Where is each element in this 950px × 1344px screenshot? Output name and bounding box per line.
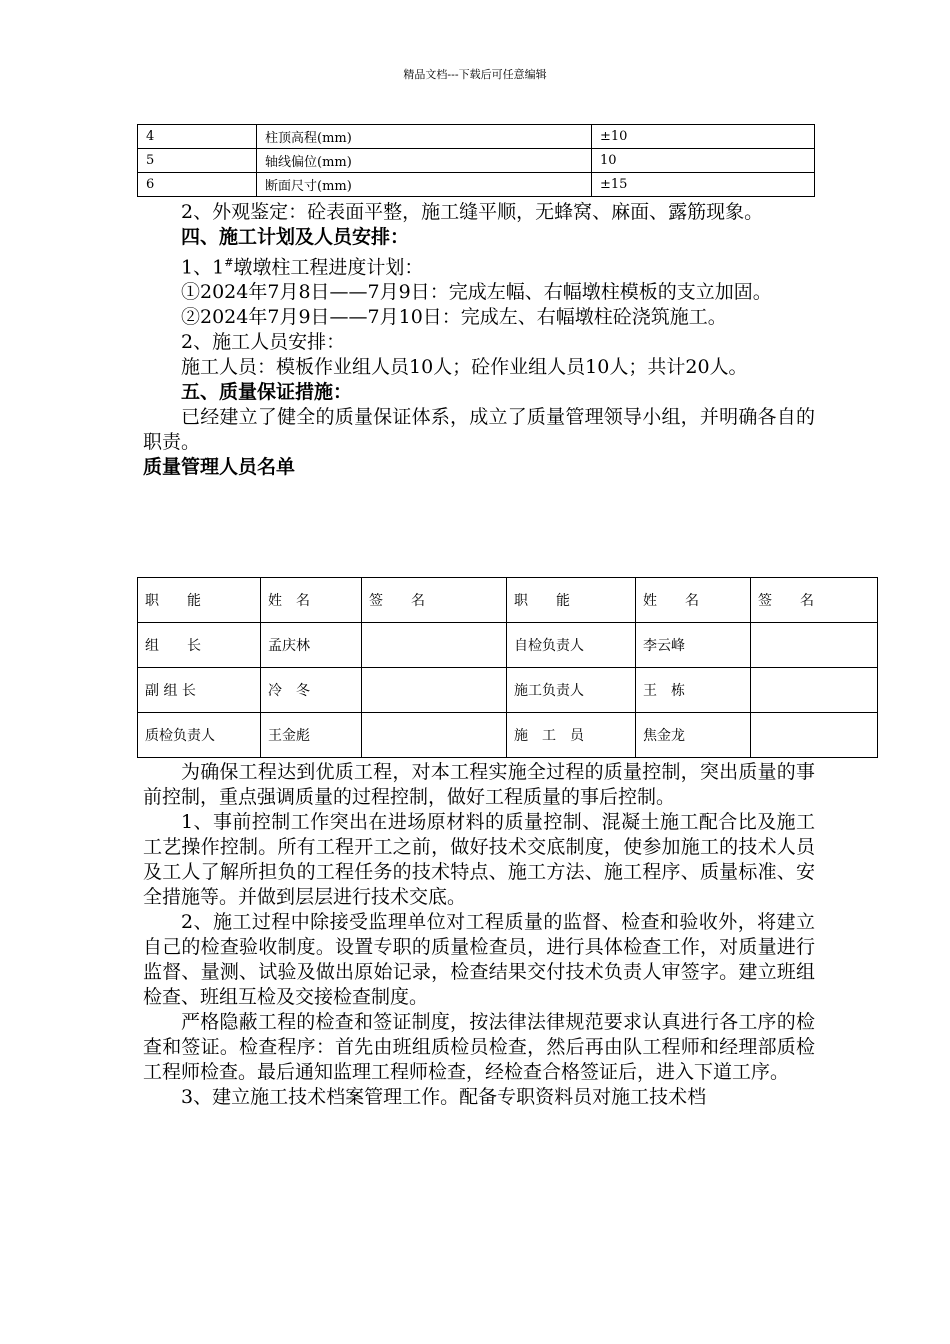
- table-row: [138, 149, 815, 173]
- column-header: 姓 名: [261, 578, 362, 623]
- row-number: 5: [138, 149, 257, 173]
- row-number: 6: [138, 173, 257, 197]
- body-text: [143, 200, 815, 480]
- column-header: 签 名: [362, 578, 507, 623]
- plan-heading-suffix: 墩墩柱工程进度计划：: [233, 256, 424, 279]
- table-cell: 自检负责人: [507, 623, 636, 668]
- quality-intro: 已经建立了健全的质量保证体系，成立了质量管理领导小组，并明确各自的职责。: [143, 406, 815, 454]
- paragraph: 3、建立施工技术档案管理工作。配备专职资料员对施工技术档: [181, 1086, 707, 1108]
- signature-cell: [362, 623, 507, 668]
- table-row: [138, 713, 878, 758]
- staff-table: [137, 577, 878, 758]
- check-item: 轴线偏位(mm): [257, 149, 592, 173]
- table-row: [138, 173, 815, 197]
- paragraph: 为确保工程达到优质工程，对本工程实施全过程的质量控制，突出质量的事前控制，重点强调质量的过程控制，做好工程质量的事后控制。: [143, 761, 815, 808]
- signature-cell: [751, 668, 878, 713]
- table-cell: 孟庆林: [261, 623, 362, 668]
- table-cell: 施 工 员: [507, 713, 636, 758]
- column-header: 姓 名: [636, 578, 751, 623]
- table-cell: 副 组 长: [138, 668, 261, 713]
- table-cell: 组 长: [138, 623, 261, 668]
- table-row: [138, 668, 878, 713]
- check-item: 柱顶高程(mm): [257, 125, 592, 149]
- staff-heading: 2、施工人员安排：: [181, 331, 346, 354]
- appearance-paragraph: 2、外观鉴定：砼表面平整，施工缝平顺，无蜂窝、麻面、露筋现象。: [181, 201, 764, 223]
- check-item: 断面尺寸(mm): [257, 173, 592, 197]
- table-row: [138, 623, 878, 668]
- column-header: 职 能: [507, 578, 636, 623]
- column-header: 签 名: [751, 578, 878, 623]
- table-cell: 冷 冬: [261, 668, 362, 713]
- plan-item: ①2024年7月8日——7月9日：完成左幅、右幅墩柱模板的支立加固。: [181, 281, 772, 304]
- signature-cell: [362, 713, 507, 758]
- plan-heading: [143, 250, 815, 280]
- table-cell: 质检负责人: [138, 713, 261, 758]
- tolerance-table: [137, 124, 815, 197]
- plan-item: ②2024年7月9日——7月10日：完成左、右幅墩柱砼浇筑施工。: [181, 306, 727, 329]
- quality-measures-text: [143, 760, 815, 1110]
- paragraph: 2、施工过程中除接受监理单位对工程质量的监督、检查和验收外，将建立自己的检查验收制度。设置专职的质量检查员，进行具体检查工作，对质量进行监督、量测、试验及做出原始记录，检查结果交付技术负责人审签字。建立班组检查、班组互检及交接检查制度。: [143, 911, 815, 1008]
- table-cell: 焦金龙: [636, 713, 751, 758]
- page-header: 精品文档---下载后可任意编辑: [403, 68, 547, 81]
- section-heading: 五、质量保证措施：: [181, 381, 353, 404]
- table-cell: 李云峰: [636, 623, 751, 668]
- allowed-deviation: ±15: [592, 173, 815, 197]
- allowed-deviation: 10: [592, 149, 815, 173]
- signature-cell: [362, 668, 507, 713]
- paragraph: 1、事前控制工作突出在进场原材料的质量控制、混凝土施工配合比及施工工艺操作控制。所有工程开工之前，做好技术交底制度，使参加施工的技术人员及工人了解所担负的工程任务的技术特点、施工方法、施工程序、质量标准、安全措施等。并做到层层进行技术交底。: [143, 811, 815, 908]
- plan-heading-sup: #: [224, 256, 234, 269]
- section-heading: 四、施工计划及人员安排：: [181, 226, 410, 248]
- table-cell: 王 栋: [636, 668, 751, 713]
- table-cell: 王金彪: [261, 713, 362, 758]
- list-title: 质量管理人员名单: [143, 456, 296, 479]
- table-header-row: [138, 578, 878, 623]
- column-header: 职 能: [138, 578, 261, 623]
- paragraph: 严格隐蔽工程的检查和签证制度，按法律法律规范要求认真进行各工序的检查和签证。检查程序：首先由班组质检员检查，然后再由队工程师和经理部质检工程师检查。最后通知监理工程师检查，经检查合格签证后，进入下道工序。: [143, 1011, 815, 1083]
- plan-heading-prefix: 1、1: [181, 256, 225, 279]
- staff-paragraph: 施工人员：模板作业组人员10人；砼作业组人员10人；共计20人。: [181, 356, 748, 379]
- table-row: [138, 125, 815, 149]
- row-number: 4: [138, 125, 257, 149]
- signature-cell: [751, 713, 878, 758]
- allowed-deviation: ±10: [592, 125, 815, 149]
- signature-cell: [751, 623, 878, 668]
- table-cell: 施工负责人: [507, 668, 636, 713]
